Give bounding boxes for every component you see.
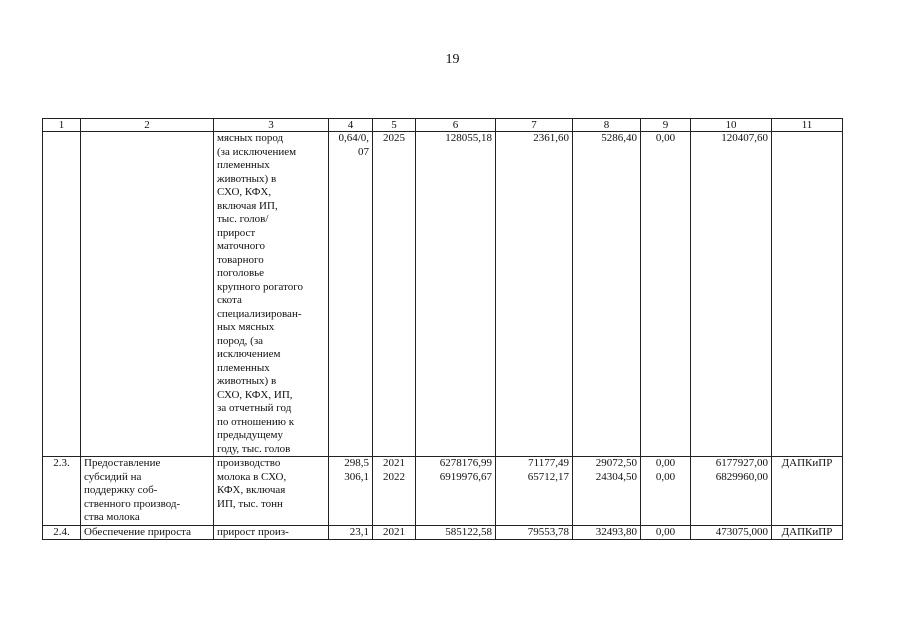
indicator-name-line: крупного рогатого <box>217 280 303 293</box>
indicator-name-line: прирост <box>217 226 256 239</box>
regional-budget-line: 5286,40 <box>601 132 637 144</box>
regional-budget <box>573 132 641 457</box>
regional-budget <box>573 525 641 540</box>
indicator-name-line: исключением <box>217 348 281 360</box>
total-funding-line: 6278176,99 <box>439 457 492 469</box>
year-line: 2021 <box>383 525 405 538</box>
activity-name-line: ства молока <box>84 511 140 523</box>
indicator-name-line: товарного <box>217 253 264 266</box>
indicator-name <box>214 132 329 457</box>
indicator-name <box>214 525 329 540</box>
page-number: 19 <box>445 52 460 67</box>
activity-name-line: Предоставление <box>84 457 161 469</box>
indicator-name-line: году, тыс. голов <box>217 442 291 455</box>
row-number-line: 2.4. <box>53 525 70 538</box>
program-table <box>42 118 843 540</box>
activity-name <box>81 132 214 457</box>
header-col-9: 9 <box>641 119 691 132</box>
regional-budget-line: 29072,50 <box>595 457 637 469</box>
total-funding <box>416 525 496 540</box>
other-sources <box>691 457 772 526</box>
local-budget-line: 0,00 <box>655 525 676 538</box>
header-col-1: 1 <box>43 119 81 132</box>
executor <box>772 525 843 540</box>
table-row <box>43 132 843 457</box>
header-row <box>43 119 843 132</box>
year-line: 2025 <box>383 132 405 144</box>
total-funding-line: 6919976,67 <box>439 470 492 483</box>
header-col-7: 7 <box>496 119 573 132</box>
target-value-line: 23,1 <box>349 525 369 538</box>
year <box>373 525 416 540</box>
header-col-2: 2 <box>81 119 214 132</box>
executor <box>772 132 843 457</box>
other-sources <box>691 525 772 540</box>
local-budget <box>641 132 691 457</box>
target-value <box>329 457 373 526</box>
indicator-name-line: ИП, тыс. тонн <box>217 497 283 510</box>
total-funding <box>416 132 496 457</box>
table-row <box>43 457 843 526</box>
indicator-name-line: СХО, КФХ, ИП, <box>217 388 293 401</box>
indicator-name-line: ных мясных <box>217 321 275 333</box>
indicator-name-line: животных) в <box>217 172 277 185</box>
row-number <box>43 132 81 457</box>
local-budget-line: 0,00 <box>655 470 676 483</box>
target-value <box>329 525 373 540</box>
year-line: 2022 <box>383 470 405 483</box>
other-sources-line: 6177927,00 <box>715 457 768 469</box>
header-col-5: 5 <box>373 119 416 132</box>
year-line: 2021 <box>383 457 405 469</box>
federal-budget <box>496 132 573 457</box>
target-value-line: 306,1 <box>344 470 369 483</box>
header-col-8: 8 <box>573 119 641 132</box>
header-col-4: 4 <box>329 119 373 132</box>
local-budget-line: 0,00 <box>655 457 676 469</box>
indicator-name-line: за отчетный год <box>217 402 292 414</box>
indicator-name-line: скота <box>217 294 242 306</box>
activity-name <box>81 457 214 526</box>
activity-name-line: поддержку соб- <box>84 484 158 496</box>
federal-budget-line: 2361,60 <box>533 132 569 144</box>
regional-budget-line: 32493,80 <box>595 525 637 538</box>
indicator-name <box>214 457 329 526</box>
row-number-line: 2.3. <box>53 457 70 469</box>
indicator-name-line: племенных <box>217 361 270 374</box>
other-sources-line: 120407,60 <box>721 132 768 144</box>
executor <box>772 457 843 526</box>
regional-budget-line: 24304,50 <box>595 470 637 483</box>
row-number <box>43 525 81 540</box>
activity-name-line: Обеспечение прироста <box>84 525 192 538</box>
indicator-name-line: племенных <box>217 159 270 171</box>
indicator-name-line: (за исключением <box>217 145 297 158</box>
year <box>373 457 416 526</box>
indicator-name-line: животных) в <box>217 375 277 387</box>
federal-budget <box>496 525 573 540</box>
activity-name-line: субсидий на <box>84 470 142 483</box>
activity-name <box>81 525 214 540</box>
indicator-name-line: мясных пород <box>217 132 284 144</box>
target-value-line: 0,64/0, <box>338 132 369 144</box>
table-row <box>43 525 843 540</box>
row-number <box>43 457 81 526</box>
indicator-name-line: производство <box>217 457 281 469</box>
executor-line: ДАПКиПР <box>781 457 833 469</box>
header-col-6: 6 <box>416 119 496 132</box>
indicator-name-line: специализирован- <box>217 307 302 320</box>
target-value <box>329 132 373 457</box>
other-sources-line: 473075,000 <box>715 525 768 538</box>
indicator-name-line: тыс. голов/ <box>217 213 269 225</box>
executor-line: ДАПКиПР <box>781 525 833 538</box>
local-budget <box>641 457 691 526</box>
other-sources-line: 6829960,00 <box>715 470 768 483</box>
indicator-name-line: предыдущему <box>217 429 284 441</box>
total-funding-line: 128055,18 <box>445 132 492 144</box>
federal-budget <box>496 457 573 526</box>
federal-budget-line: 71177,49 <box>528 457 569 469</box>
local-budget-line: 0,00 <box>655 132 676 144</box>
federal-budget-line: 65712,17 <box>527 470 569 483</box>
indicator-name-line: по отношению к <box>217 415 295 428</box>
target-value-line: 07 <box>358 145 369 158</box>
indicator-name-line: прирост произ- <box>217 525 289 538</box>
indicator-name-line: включая ИП, <box>217 199 278 212</box>
indicator-name-line: молока в СХО, <box>217 470 287 483</box>
table-body <box>43 132 843 540</box>
federal-budget-line: 79553,78 <box>527 525 569 538</box>
indicator-name-line: СХО, КФХ, <box>217 186 272 198</box>
indicator-name-line: поголовье <box>217 267 265 279</box>
activity-name-line: ственного производ- <box>84 497 181 510</box>
indicator-name-line: КФХ, включая <box>217 484 286 496</box>
header-col-11: 11 <box>772 119 843 132</box>
total-funding <box>416 457 496 526</box>
regional-budget <box>573 457 641 526</box>
indicator-name-line: маточного <box>217 240 266 252</box>
indicator-name-line: пород, (за <box>217 334 264 347</box>
total-funding-line: 585122,58 <box>445 525 492 538</box>
header-col-10: 10 <box>691 119 772 132</box>
local-budget <box>641 525 691 540</box>
target-value-line: 298,5 <box>344 457 369 469</box>
header-col-3: 3 <box>214 119 329 132</box>
other-sources <box>691 132 772 457</box>
year <box>373 132 416 457</box>
